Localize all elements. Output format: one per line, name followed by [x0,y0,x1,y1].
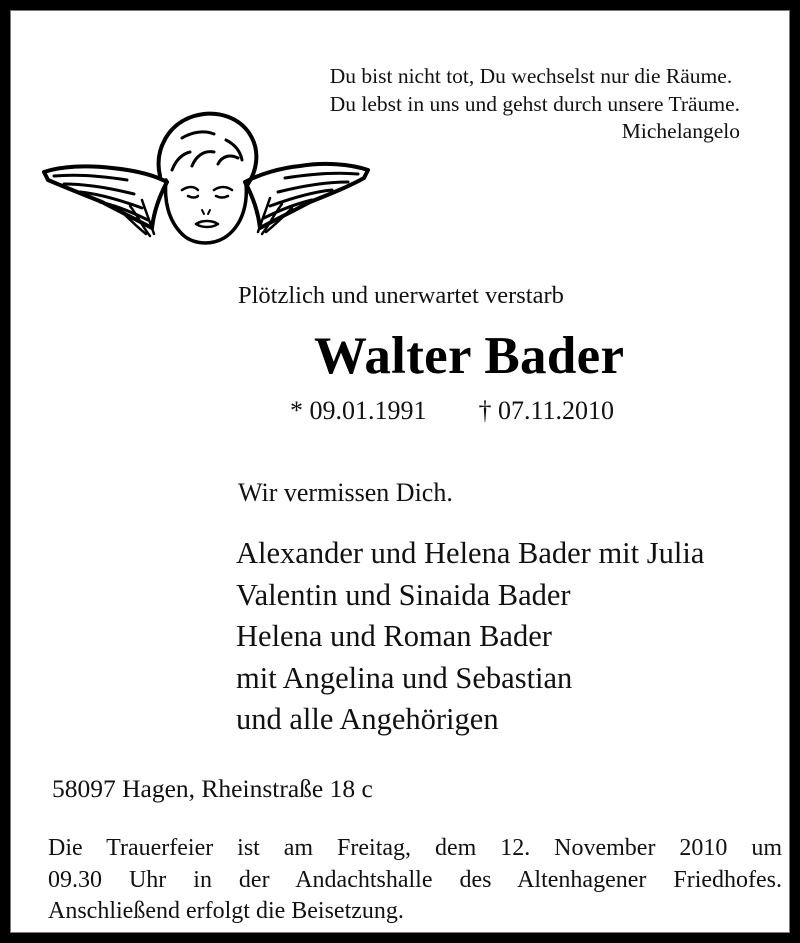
ceremony-info [48,833,782,928]
quote-line: Du lebst in uns und gehst durch unsere Träume. [329,91,740,116]
ceremony-line: Anschließend erfolgt die Beisetzung. [48,898,404,924]
intro-text: Plötzlich und unerwartet verstarb [238,282,564,309]
quote-author: Michelangelo [621,119,740,143]
mourner-line: und alle Angehörigen [236,702,499,736]
birth-date: * 09.01.1991 [290,396,427,425]
ceremony-line: Die Trauerfeier ist am Freitag, dem 12. November 2010 um [48,835,782,861]
cherub-angel-icon [42,110,370,248]
quote-block [330,63,740,146]
mourner-line: Alexander und Helena Bader mit Julia [236,536,705,570]
mourners-list [236,533,704,741]
mourner-line: Helena und Roman Bader [236,619,552,653]
address: 58097 Hagen, Rheinstraße 18 c [52,774,373,803]
quote-line: Du bist nicht tot, Du wechselst nur die Räume. [329,64,733,88]
obituary-notice [10,10,790,933]
ceremony-line: 09.30 Uhr in der Andachtshalle des Altenhagener Friedhofes. [48,866,782,893]
life-dates [290,396,614,426]
death-date: † 07.11.2010 [478,396,615,425]
mourner-line: mit Angelina und Sebastian [236,660,573,695]
farewell-message: Wir vermissen Dich. [238,478,453,507]
mourner-line: Valentin und Sinaida Bader [236,577,571,612]
deceased-name: Walter Bader [314,327,625,385]
